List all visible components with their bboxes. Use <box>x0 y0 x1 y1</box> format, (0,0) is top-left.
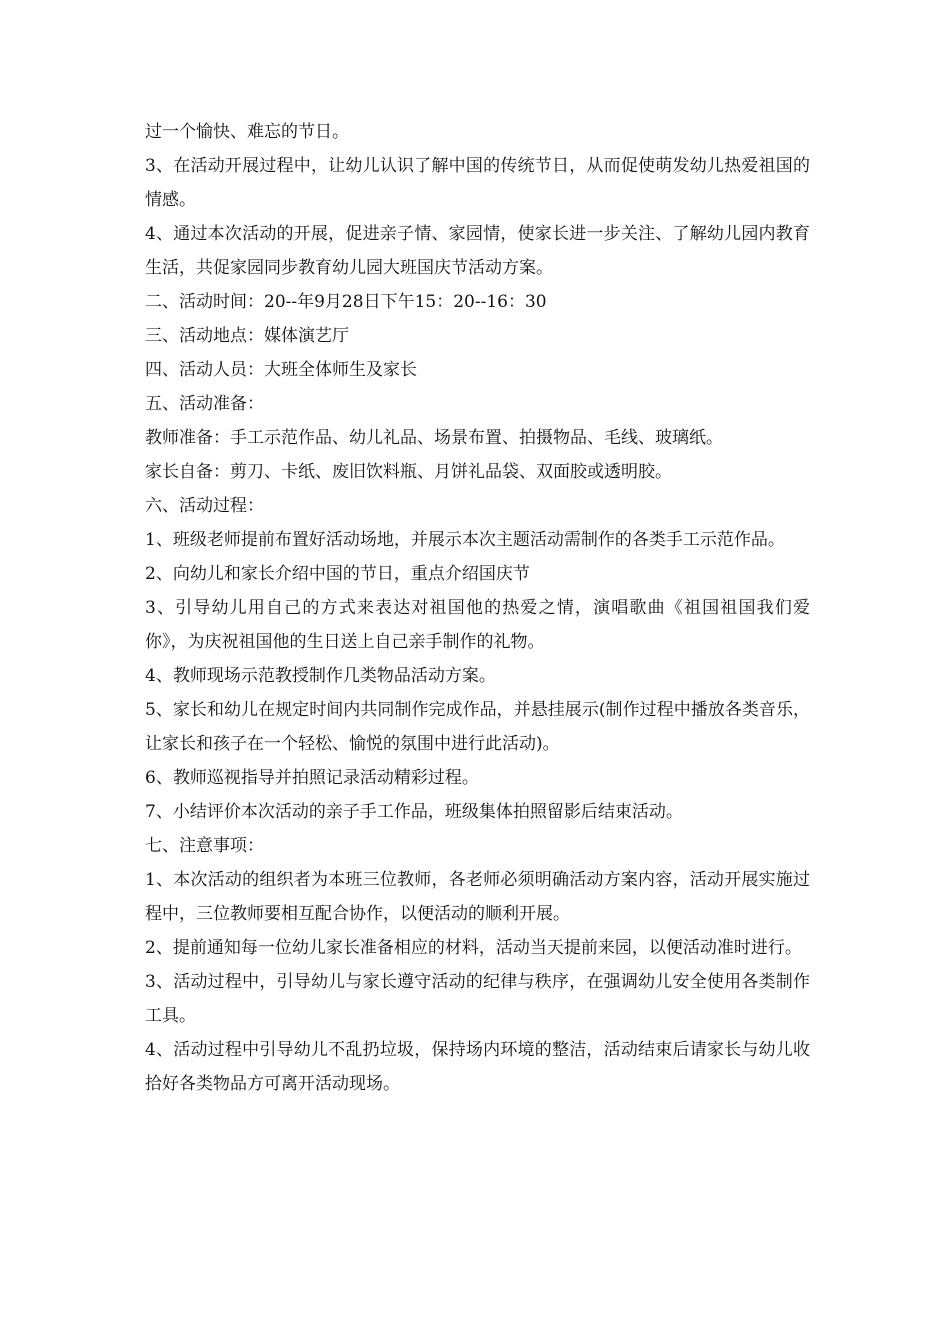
document-body <box>145 115 810 1101</box>
paragraph: 家长自备：剪刀、卡纸、废旧饮料瓶、月饼礼品袋、双面胶或透明胶。 <box>145 462 672 482</box>
section-heading-location: 三、活动地点：媒体演艺厅 <box>145 326 349 346</box>
paragraph: 教师准备：手工示范作品、幼儿礼品、场景布置、拍摄物品、毛线、玻璃纸。 <box>145 428 723 448</box>
paragraph: 3、活动过程中，引导幼儿与家长遵守活动的纪律与秩序，在强调幼儿安全使用各类制作工具。 <box>145 972 810 1026</box>
paragraph: 过一个愉快、难忘的节日。 <box>145 122 349 142</box>
section-heading-process: 六、活动过程： <box>145 496 264 516</box>
paragraph: 6、教师巡视指导并拍照记录活动精彩过程。 <box>145 768 479 788</box>
section-heading-notes: 七、注意事项： <box>145 836 264 856</box>
section-heading-preparation: 五、活动准备： <box>145 394 264 414</box>
paragraph: 3、引导幼儿用自己的方式来表达对祖国他的热爱之情，演唱歌曲《祖国祖国我们爱你》，为庆祝祖国他的生日送上自己亲手制作的礼物。 <box>145 598 810 652</box>
paragraph: 4、通过本次活动的开展，促进亲子情、家园情，使家长进一步关注、了解幼儿园内教育生活，共促家园同步教育幼儿园大班国庆节活动方案。 <box>145 224 810 278</box>
section-heading-participants: 四、活动人员：大班全体师生及家长 <box>145 360 417 380</box>
paragraph: 1、班级老师提前布置好活动场地，并展示本次主题活动需制作的各类手工示范作品。 <box>145 530 785 550</box>
paragraph: 1、本次活动的组织者为本班三位教师，各老师必须明确活动方案内容，活动开展实施过程中，三位教师要相互配合协作，以便活动的顺利开展。 <box>145 870 810 924</box>
paragraph: 2、提前通知每一位幼儿家长准备相应的材料，活动当天提前来园，以便活动准时进行。 <box>145 938 802 958</box>
paragraph: 4、活动过程中引导幼儿不乱扔垃圾，保持场内环境的整洁，活动结束后请家长与幼儿收拾好各类物品方可离开活动现场。 <box>145 1040 810 1094</box>
section-heading-time: 二、活动时间：20--年9月28日下午15：20--16：30 <box>145 292 547 312</box>
paragraph: 3、在活动开展过程中，让幼儿认识了解中国的传统节日，从而促使萌发幼儿热爱祖国的情感。 <box>145 156 810 210</box>
paragraph: 2、向幼儿和家长介绍中国的节日，重点介绍国庆节 <box>145 564 530 584</box>
paragraph: 5、家长和幼儿在规定时间内共同制作完成作品，并悬挂展示(制作过程中播放各类音乐，让家长和孩子在一个轻松、愉悦的氛围中进行此活动)。 <box>145 700 810 754</box>
paragraph: 4、教师现场示范教授制作几类物品活动方案。 <box>145 666 496 686</box>
paragraph: 7、小结评价本次活动的亲子手工作品，班级集体拍照留影后结束活动。 <box>145 802 683 822</box>
